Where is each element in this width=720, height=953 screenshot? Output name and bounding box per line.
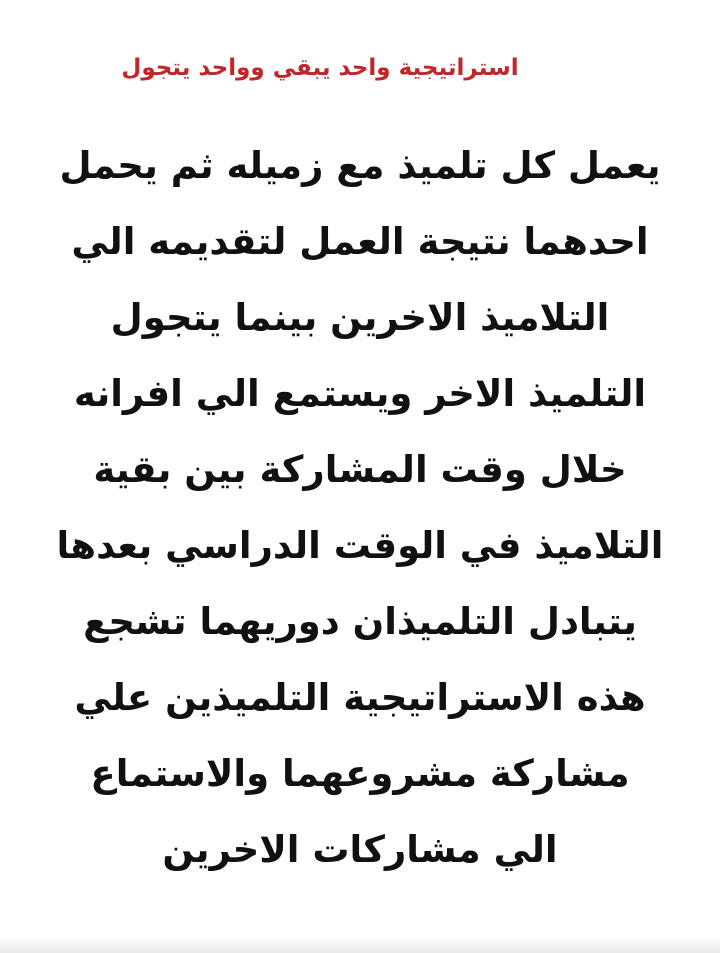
document-title: استراتيجية واحد يبقي وواحد يتجول	[121, 55, 519, 81]
body-line: التلاميذ في الوقت الدراسي بعدها	[56, 524, 664, 567]
body-line: الي مشاركات الاخرين	[162, 828, 558, 871]
document-body	[40, 128, 680, 888]
body-line: التلاميذ الاخرين بينما يتجول	[110, 296, 610, 339]
body-line: مشاركة مشروعهما والاستماع	[90, 752, 630, 795]
body-line: احدهما نتيجة العمل لتقديمه الي	[71, 220, 649, 263]
body-line: خلال وقت المشاركة بين بقية	[93, 448, 627, 491]
body-line: هذه الاستراتيجية التلميذين علي	[74, 676, 646, 719]
body-line: يعمل كل تلميذ مع زميله ثم يحمل	[59, 144, 661, 187]
body-line: التلميذ الاخر ويستمع الي افرانه	[73, 372, 647, 415]
body-line: يتبادل التلميذان دوريهما تشجع	[83, 600, 637, 643]
bottom-edge-shadow	[0, 935, 720, 953]
